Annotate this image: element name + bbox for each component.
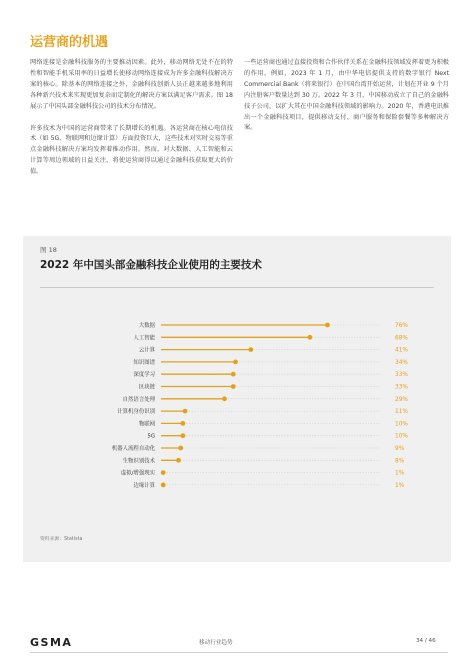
figure-panel bbox=[23, 236, 451, 562]
value-label: 33% bbox=[395, 384, 408, 391]
bar-end-dot bbox=[181, 433, 186, 438]
footer-divider bbox=[30, 652, 448, 653]
bar-end-dot bbox=[231, 372, 236, 377]
value-label: 10% bbox=[395, 421, 408, 428]
bar-end-dot bbox=[222, 396, 227, 401]
bar-end-dot bbox=[181, 421, 186, 426]
bar-end-dot bbox=[178, 446, 183, 451]
category-label: 机器人流程自动化 bbox=[111, 446, 155, 452]
value-label: 29% bbox=[395, 396, 408, 403]
category-label: 知识图谱 bbox=[133, 359, 155, 366]
category-label: 区块链 bbox=[138, 384, 155, 391]
page-number: 34 / 46 bbox=[416, 638, 436, 644]
paragraph: 网络连接是金融科技服务的主要推动因素。此外，移动网络无处不在的特性和智能手机采用率的日益增长使移动网络连接成为许多金融科技解决方案的核心。除基本的网络连接之外，金融科技创新人员正越来越多地利用各种新兴技术来实现更加复杂而定制化的解决方案以满足客户需求。图 18 展示了中国头部金融科技公司的技术分布情况。 bbox=[30, 59, 233, 110]
bar-end-dot bbox=[308, 335, 313, 340]
category-label: 边缘计算 bbox=[133, 482, 155, 489]
category-label: 自然语言处理 bbox=[122, 396, 155, 403]
bar-end-dot bbox=[161, 483, 166, 488]
bar-end-dot bbox=[231, 384, 236, 389]
category-label: 人工智能 bbox=[133, 335, 155, 342]
category-label: 虚拟/增强现实 bbox=[120, 470, 155, 477]
category-label: 计算机身份识别 bbox=[117, 409, 155, 416]
bar-end-dot bbox=[325, 323, 330, 328]
category-label: 大数据 bbox=[138, 323, 155, 329]
bar-end-dot bbox=[183, 409, 188, 414]
value-label: 1% bbox=[395, 470, 405, 477]
section-title: 运营商的机遇 bbox=[30, 35, 109, 50]
value-label: 68% bbox=[395, 335, 408, 342]
paragraph: 一些运营商也通过直接投资和合作伙伴关系在金融科技领域发挥着更为积极的作用。例如，2023 年 1 月，由中华电信提供支持的数字银行 Next Commercial Bank（将来银行）在中国台湾开始运营，计划在开业 9 个月内注册客户数量达到 30 万。2022 年 3 月，中国移动成立了自己的金融科技子公司，以扩大其在中国金融科技领域的影响力。2020 年，香港电讯推出一个金融科技项目，提供移动支付、商户服务和保险套餐等多种解决方案。 bbox=[244, 59, 449, 132]
bar-chart bbox=[23, 236, 451, 562]
category-label: 物联网 bbox=[138, 421, 155, 428]
value-label: 1% bbox=[395, 482, 405, 489]
value-label: 10% bbox=[395, 433, 408, 440]
figure-title: 2022 年中国头部金融科技企业使用的主要技术 bbox=[40, 259, 262, 271]
category-label: 深度学习 bbox=[133, 372, 155, 379]
category-label: 云计算 bbox=[138, 347, 155, 354]
value-label: 33% bbox=[395, 372, 408, 379]
paragraph: 许多技术为中国的运营商带来了长期增长的机遇。各运营商在核心电信技术（如 5G、物联网和边缘计算）方面投资巨大，这些技术对实时交易等重点金融科技解决方案均发挥着推动作用。然而，对大数据、人工智能和云计算等周边领域的日益关注，将使运营商得以通过金融科技获取更大的价值。 bbox=[30, 124, 233, 176]
value-label: 76% bbox=[395, 323, 408, 329]
bar-end-dot bbox=[176, 458, 181, 463]
bar-end-dot bbox=[161, 470, 166, 475]
footer-section-name: 移动行业趋势 bbox=[199, 640, 233, 646]
left-column bbox=[30, 58, 233, 189]
value-label: 8% bbox=[395, 458, 405, 465]
category-label: 生物识别技术 bbox=[122, 458, 155, 465]
figure-source: 资料来源：Statista bbox=[40, 537, 83, 542]
right-column bbox=[244, 58, 449, 145]
value-label: 9% bbox=[395, 446, 405, 452]
bar-end-dot bbox=[233, 360, 238, 365]
value-label: 34% bbox=[395, 359, 408, 366]
value-label: 41% bbox=[395, 347, 408, 354]
bar-end-dot bbox=[248, 347, 253, 352]
figure-label: 图 18 bbox=[40, 246, 57, 254]
value-label: 11% bbox=[395, 409, 408, 416]
category-label: 5G bbox=[147, 433, 155, 440]
gsma-logo: GSMA bbox=[30, 636, 73, 649]
